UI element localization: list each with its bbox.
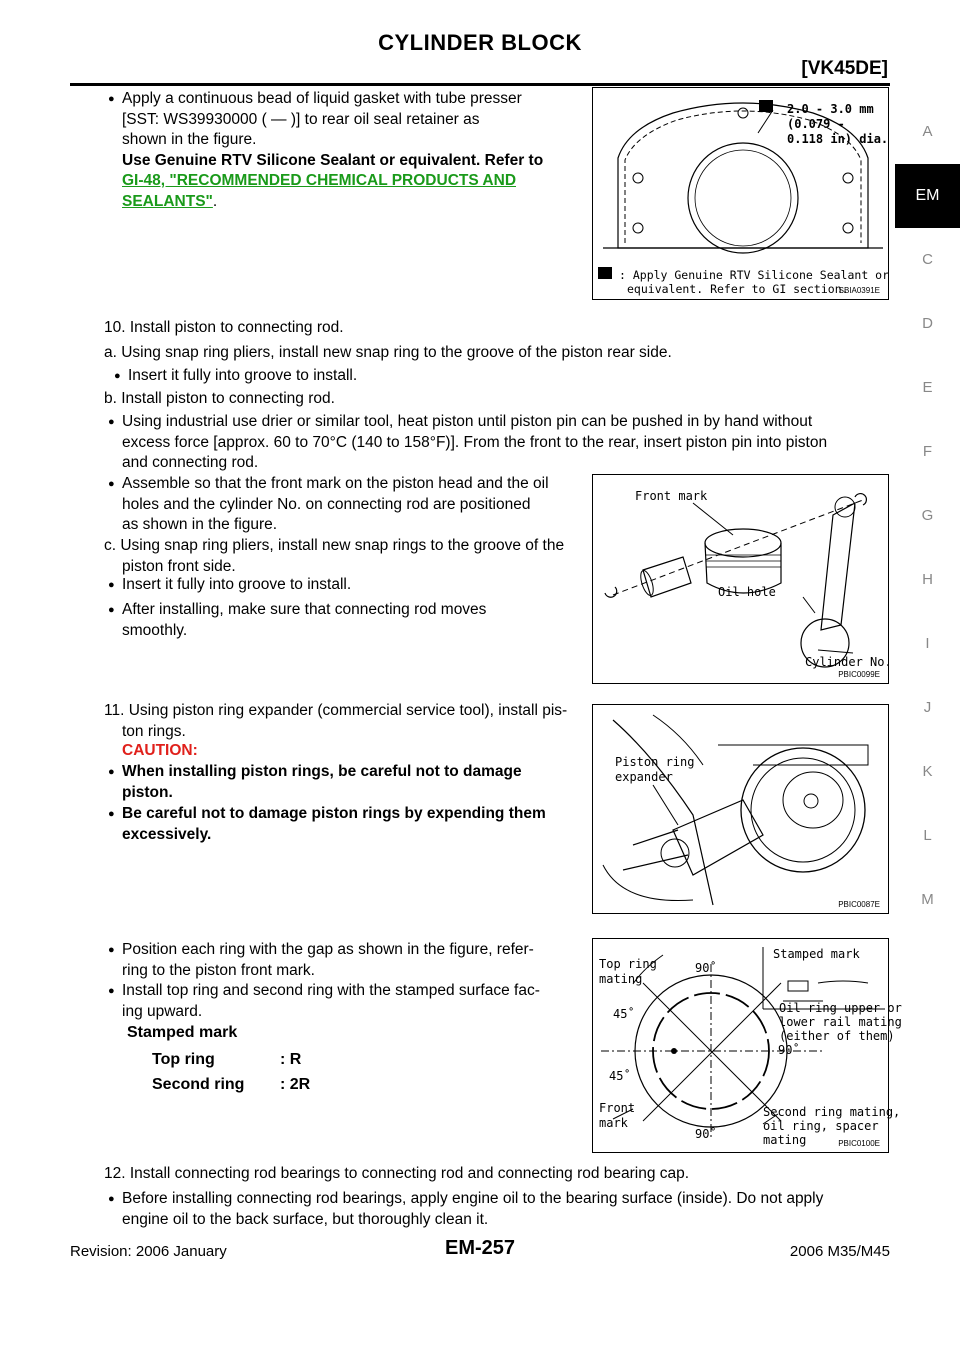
side-index-em[interactable]: EM [895, 164, 960, 228]
step10-c-bullet2 [122, 600, 582, 641]
fig3-label-line1: Piston ring [615, 755, 695, 769]
step11-bullet2 [122, 981, 582, 1022]
fig2-code: PBIC0099E [838, 670, 880, 679]
sealants-link[interactable]: SEALANTS" [122, 192, 213, 210]
header-rule [70, 83, 890, 86]
fig4-top-ring-mating-1: Top ring [599, 957, 657, 971]
gasket-line2: [SST: WS39930000 ( — )] to rear oil seal retainer as [122, 110, 480, 128]
footer-revision: Revision: 2006 January [70, 1243, 227, 1260]
step10-a-bullet: ● Insert it fully into groove to install. [128, 366, 888, 387]
fig4-oil-ring-1: Oil ring upper or [779, 1001, 902, 1015]
fig1-legend-1: : Apply Genuine RTV Silicone Sealant or [619, 268, 890, 282]
step10-c-bullet2-line1: ● After installing, make sure that connecting rod moves [122, 600, 582, 621]
step10-b-bullet2-line3: as shown in the figure. [122, 516, 278, 533]
step10-b-bullet2-line1: ● Assemble so that the front mark on the piston head and the oil [122, 474, 582, 495]
top-ring-label: Top ring [152, 1051, 215, 1068]
caution-bullet2 [122, 804, 582, 845]
footer-model: 2006 M35/M45 [789, 1243, 890, 1260]
second-ring-value: : 2R [280, 1076, 311, 1093]
caution-bullet2-line1: ● Be careful not to damage piston rings by expending them [122, 804, 582, 825]
fig4-oil-ring-3: (either of them) [779, 1029, 895, 1043]
page-title: CYLINDER BLOCK [378, 30, 582, 55]
figure-ring-gap [592, 938, 902, 1153]
caution-bullet1 [122, 762, 582, 803]
gasket-paragraph [122, 89, 582, 212]
figure-oil-seal-retainer [592, 87, 889, 300]
step10-a: a. Using snap ring pliers, install new snap ring to the groove of the piston rear side. [104, 344, 672, 361]
second-ring-label: Second ring [152, 1076, 245, 1093]
side-index-f[interactable]: F [922, 443, 933, 460]
footer-page-number: EM-257 [444, 1237, 516, 1259]
fig4-second-ring-2: oil ring, spacer [763, 1119, 879, 1133]
caution-bullet1-line1: ● When installing piston rings, be careful not to damage [122, 762, 582, 783]
step10-b-bullet1-line3: and connecting rod. [122, 454, 259, 471]
step10-c [104, 536, 582, 577]
gasket-line1: ● Apply a continuous bead of liquid gasket with tube presser [122, 89, 582, 110]
side-index-k[interactable]: K [922, 763, 933, 780]
fig1-dimension-2: (0.079 - [787, 117, 845, 131]
step10-b-bullet2 [122, 474, 582, 536]
side-index-d[interactable]: D [922, 315, 933, 332]
gasket-bold-note: Use Genuine RTV Silicone Sealant or equivalent. Refer to [122, 151, 544, 169]
step11-line2: ton rings. [122, 722, 186, 740]
step11-bullet2-line2: ing upward. [122, 1002, 203, 1020]
fig4-code: PBIC0100E [838, 1139, 880, 1148]
engine-tag: [VK45DE] [801, 58, 888, 79]
step11-line1: 11. Using piston ring expander (commercial service tool), install pis- [104, 702, 568, 719]
fig4-front-mark-1: Front [599, 1101, 636, 1115]
fig4-deg45-a: 45˚ [613, 1007, 635, 1021]
fig1-dimension-1: 2.0 - 3.0 mm [787, 102, 874, 116]
step10-c-bullet2-line2: smoothly. [122, 621, 188, 639]
caution-bullet1-line2: piston. [122, 783, 173, 801]
side-index-a[interactable]: A [922, 123, 933, 140]
side-index-h[interactable]: H [922, 571, 933, 588]
step11-bullet1-line2: ring to the piston front mark. [122, 961, 315, 979]
fig1-legend-2: equivalent. Refer to GI section. [627, 282, 849, 296]
side-index-c[interactable]: C [922, 251, 933, 268]
step12-bullet1 [122, 1189, 890, 1230]
top-ring-value: : R [280, 1051, 302, 1068]
fig4-deg90-top: 90˚ [695, 961, 717, 975]
step10-b-bullet1-line1: ● Using industrial use drier or similar tool, heat piston until piston pin can be pushed in by hand without [122, 412, 890, 433]
side-index [895, 100, 960, 932]
fig4-deg45-b: 45˚ [609, 1069, 631, 1083]
fig4-second-ring-3: mating [763, 1133, 807, 1147]
fig1-dimension-3: 0.118 in) dia. [787, 132, 889, 146]
gasket-line3: shown in the figure. [122, 131, 257, 148]
step10-b: b. Install piston to connecting rod. [104, 390, 335, 407]
fig4-top-ring-mating-2: mating [599, 972, 643, 986]
side-index-e[interactable]: E [922, 379, 933, 396]
fig3-label-line2: expander [615, 770, 673, 784]
fig4-oil-ring-2: lower rail mating [779, 1015, 902, 1029]
step11-bullet1 [122, 940, 582, 981]
step10-c-line1: c. Using snap ring pliers, install new snap rings to the groove of the [104, 537, 565, 554]
side-index-m[interactable]: M [921, 891, 934, 908]
side-index-g[interactable]: G [921, 507, 934, 524]
step12-title: 12. Install connecting rod bearings to connecting rod and connecting rod bearing cap. [104, 1165, 690, 1182]
fig2-oil-hole: Oil hole [718, 585, 776, 599]
gi48-link[interactable]: GI-48, "RECOMMENDED CHEMICAL PRODUCTS AND [122, 172, 517, 189]
figure-piston-rod [592, 474, 892, 684]
fig4-stamped-mark: Stamped mark [773, 947, 860, 961]
fig4-deg90-bottom: 90˚ [695, 1127, 717, 1141]
link-period: . [212, 192, 218, 210]
stamped-mark-title: Stamped mark [127, 1024, 238, 1041]
step10-b-bullet2-line2: holes and the cylinder No. on connecting rod are positioned [122, 495, 531, 513]
side-index-j[interactable]: J [923, 699, 932, 716]
fig2-cylinder-no: Cylinder No. [805, 655, 892, 669]
caution-bullet2-line2: excessively. [122, 825, 212, 843]
ring-expander-drawing [593, 705, 890, 915]
step10-b-bullet1 [122, 412, 890, 474]
step11-intro [104, 701, 582, 742]
step10-b-bullet1-line2: excess force [approx. 60 to 70°C (140 to 158°F)]. From the front to the rear, insert piston pin into piston [122, 433, 828, 451]
step12-bullet1-line2: engine oil to the back surface, but thoroughly clean it. [122, 1210, 489, 1228]
step12-bullet1-line1: ● Before installing connecting rod bearings, apply engine oil to the bearing surface (inside). Do not apply [122, 1189, 890, 1210]
step10-c-line2: piston front side. [122, 557, 236, 575]
side-index-l[interactable]: L [923, 827, 932, 844]
fig1-code: SBIA0391E [838, 286, 880, 295]
fig3-code: PBIC0087E [838, 900, 880, 909]
fig2-front-mark: Front mark [635, 489, 708, 503]
step11-bullet2-line1: ● Install top ring and second ring with the stamped surface fac- [122, 981, 582, 1002]
fig4-deg90-right: 90˚ [778, 1043, 800, 1057]
side-index-i[interactable]: I [925, 635, 930, 652]
step11-bullet1-line1: ● Position each ring with the gap as shown in the figure, refer- [122, 940, 582, 961]
fig4-front-mark-2: mark [599, 1116, 628, 1130]
caution-title: CAUTION: [122, 742, 198, 759]
piston-rod-drawing [593, 475, 890, 685]
figure-ring-expander [592, 704, 889, 914]
step10-title: 10. Install piston to connecting rod. [104, 319, 344, 336]
fig4-second-ring-1: Second ring mating, [763, 1105, 901, 1119]
step10-c-bullet1: ● Insert it fully into groove to install. [122, 575, 582, 596]
